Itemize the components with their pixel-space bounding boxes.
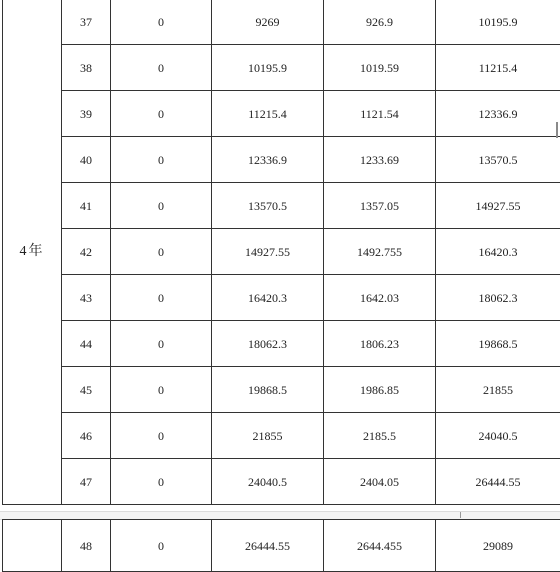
value-cell: 16420.3: [212, 275, 324, 321]
value-cell: 926.9: [324, 0, 436, 45]
value-cell: 11215.4: [436, 45, 560, 91]
value-cell: 2644.455: [324, 520, 436, 572]
period-cell: 38: [62, 45, 111, 91]
value-cell: 1986.85: [324, 367, 436, 413]
value-cell: 26444.55: [212, 520, 324, 572]
table-row: [3, 321, 560, 367]
value-cell: 14927.55: [212, 229, 324, 275]
table-row: [3, 183, 560, 229]
value-cell: 2185.5: [324, 413, 436, 459]
table-row: [3, 459, 560, 505]
value-cell: 18062.3: [212, 321, 324, 367]
table-body: [3, 0, 560, 505]
next-page-body: [3, 520, 560, 572]
page-break-marker: [460, 512, 461, 518]
table-row: [3, 275, 560, 321]
value-cell: 16420.3: [436, 229, 560, 275]
table-row: [3, 367, 560, 413]
value-cell: 21855: [212, 413, 324, 459]
period-cell: 44: [62, 321, 111, 367]
value-cell: 0: [111, 520, 212, 572]
value-cell: 0: [111, 321, 212, 367]
value-cell: 0: [111, 183, 212, 229]
value-cell: 24040.5: [436, 413, 560, 459]
value-cell: 26444.55: [436, 459, 560, 505]
value-cell: 13570.5: [436, 137, 560, 183]
value-cell: 1019.59: [324, 45, 436, 91]
period-cell: 37: [62, 0, 111, 45]
period-cell: 41: [62, 183, 111, 229]
table-row: [3, 45, 560, 91]
value-cell: 0: [111, 137, 212, 183]
value-cell: 0: [111, 91, 212, 137]
period-cell: 43: [62, 275, 111, 321]
value-cell: 24040.5: [212, 459, 324, 505]
value-cell: 13570.5: [212, 183, 324, 229]
period-cell: 42: [62, 229, 111, 275]
value-cell: 10195.9: [436, 0, 560, 45]
value-cell: 0: [111, 275, 212, 321]
value-cell: 9269: [212, 0, 324, 45]
value-cell: 21855: [436, 367, 560, 413]
value-cell: 0: [111, 367, 212, 413]
value-cell: 1806.23: [324, 321, 436, 367]
period-cell: 39: [62, 91, 111, 137]
value-cell: 1642.03: [324, 275, 436, 321]
value-cell: 1357.05: [324, 183, 436, 229]
value-cell: 0: [111, 45, 212, 91]
value-cell: 0: [111, 413, 212, 459]
year-group-cell: 4年: [3, 0, 62, 505]
value-cell: 0: [111, 0, 212, 45]
value-cell: 1121.54: [324, 91, 436, 137]
table-row: [3, 0, 560, 45]
value-cell: 19868.5: [436, 321, 560, 367]
data-table: [2, 0, 560, 505]
value-cell: 18062.3: [436, 275, 560, 321]
value-cell: 0: [111, 229, 212, 275]
value-cell: 11215.4: [212, 91, 324, 137]
period-cell: 46: [62, 413, 111, 459]
table-row: [3, 137, 560, 183]
value-cell: 2404.05: [324, 459, 436, 505]
value-cell: 14927.55: [436, 183, 560, 229]
period-cell: 40: [62, 137, 111, 183]
value-cell: 10195.9: [212, 45, 324, 91]
next-page-table: [2, 519, 560, 572]
table-row: [3, 520, 560, 572]
year-group-cell-empty: [3, 520, 62, 572]
table-row: [3, 91, 560, 137]
value-cell: 29089: [436, 520, 560, 572]
period-cell: 48: [62, 520, 111, 572]
value-cell: 1233.69: [324, 137, 436, 183]
value-cell: 19868.5: [212, 367, 324, 413]
period-cell: 47: [62, 459, 111, 505]
period-cell: 45: [62, 367, 111, 413]
value-cell: 12336.9: [436, 91, 560, 137]
scrollbar-marker: [556, 122, 558, 138]
table-row: [3, 413, 560, 459]
value-cell: 1492.755: [324, 229, 436, 275]
value-cell: 12336.9: [212, 137, 324, 183]
value-cell: 0: [111, 459, 212, 505]
table-row: [3, 229, 560, 275]
